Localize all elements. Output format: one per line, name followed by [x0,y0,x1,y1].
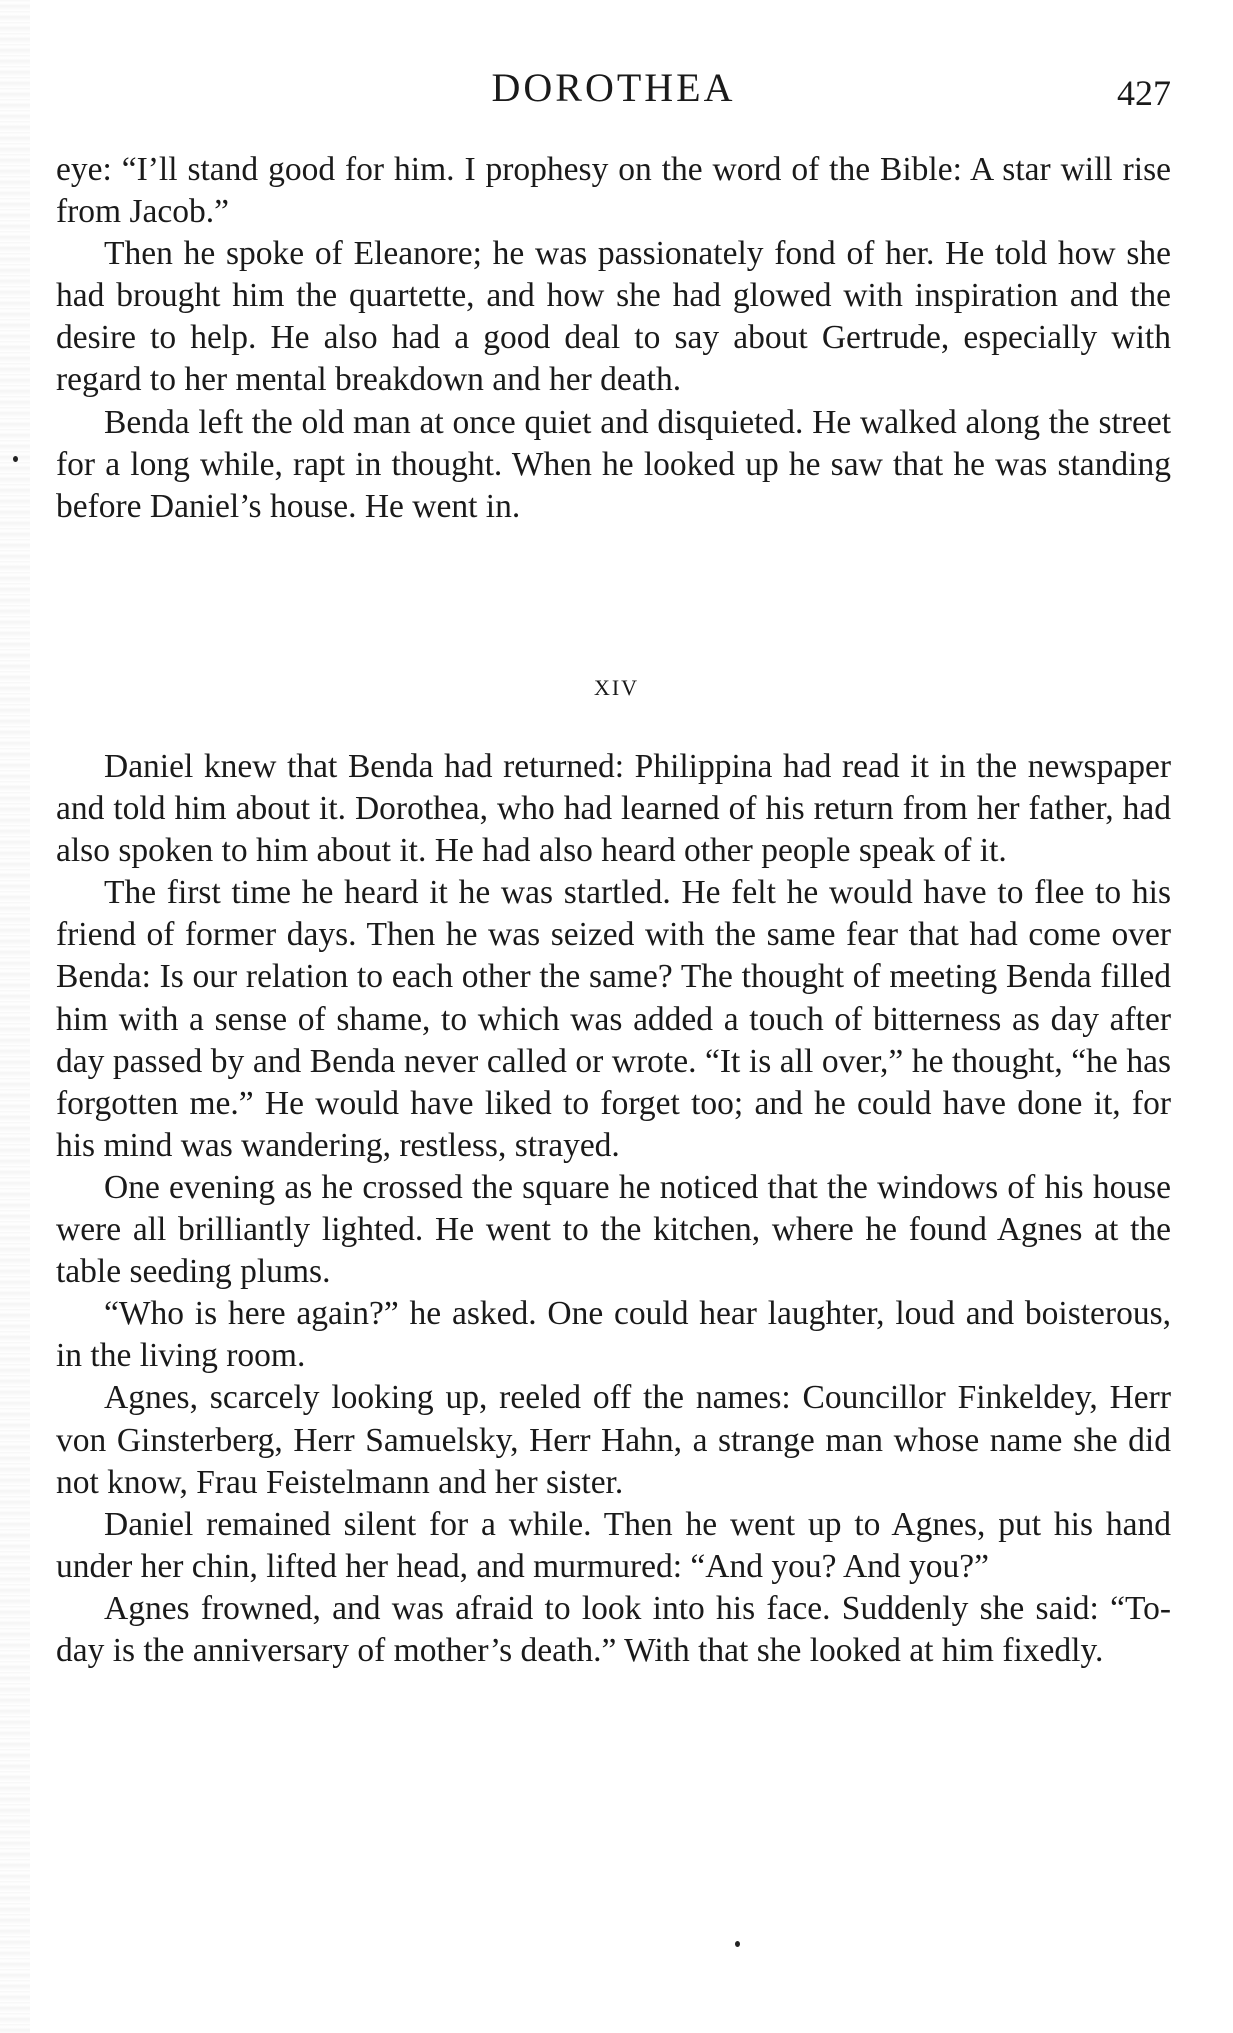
ink-speck [13,456,18,462]
paragraph: Agnes, scarcely looking up, reeled off the names: Councillor Finkeldey, Herr von Ginsterberg, Herr Samuelsky, Herr Hahn, a strange man whose name she did not know, Frau Feistelmann and her sister. [56,1379,1171,1501]
scan-gutter-shadow [0,0,30,2033]
section-heading: XIV [593,675,640,700]
running-head-title: DOROTHEA [491,65,736,110]
ink-speck [735,1941,740,1947]
text-block-before-section [56,149,1171,528]
paragraph: One evening as he crossed the square he noticed that the windows of his house were all brilliantly lighted. He went to the kitchen, where he found Agnes at the table seeding plums. [56,1168,1171,1291]
paragraph: Daniel knew that Benda had returned: Philippina had read it in the newspaper and told him about it. Dorothea, who had learned of his return from her father, had also spoken to him about it. He had also heard other people speak of it. [56,748,1171,870]
running-head [56,64,1171,114]
paragraph: eye: “I’ll stand good for him. I prophesy on the word of the Bible: A star will rise from Jacob.” [56,151,1171,231]
paragraph: The first time he heard it he was startled. He felt he would have to flee to his friend of former days. Then he was seized with the same fear that had come over Benda: Is our relation to each other the same? The thought of meeting Benda filled him with a sense of shame, to which was added a touch of bitterness as day after day passed by and Benda never called or wrote. “It is all over,” he thought, “he has forgotten me.” He would have liked to forget too; and he could have done it, for his mind was wandering, restless, strayed. [56,874,1171,1164]
paragraph: Then he spoke of Eleanore; he was passionately fond of her. He told how she had brought him the quartette, and how she had glowed with inspiration and the desire to help. He also had a good deal to say about Gertrude, especially with regard to her mental breakdown and her death. [56,235,1171,399]
paragraph: “Who is here again?” he asked. One could hear laughter, loud and boisterous, in the living room. [56,1295,1171,1375]
paragraph: Agnes frowned, and was afraid to look into his face. Suddenly she said: “To-day is the anniversary of mother’s death.” With that she looked at him fixedly. [56,1589,1171,1669]
paragraph: Daniel remained silent for a while. Then he went up to Agnes, put his hand under her chin, lifted her head, and murmured: “And you? And you?” [56,1505,1171,1585]
paragraph: Benda left the old man at once quiet and disquieted. He walked along the street for a long while, rapt in thought. When he looked up he saw that he was standing before Daniel’s house. He went in. [56,403,1171,525]
text-block-after-section [56,746,1171,1672]
page-number: 427 [1117,73,1171,113]
